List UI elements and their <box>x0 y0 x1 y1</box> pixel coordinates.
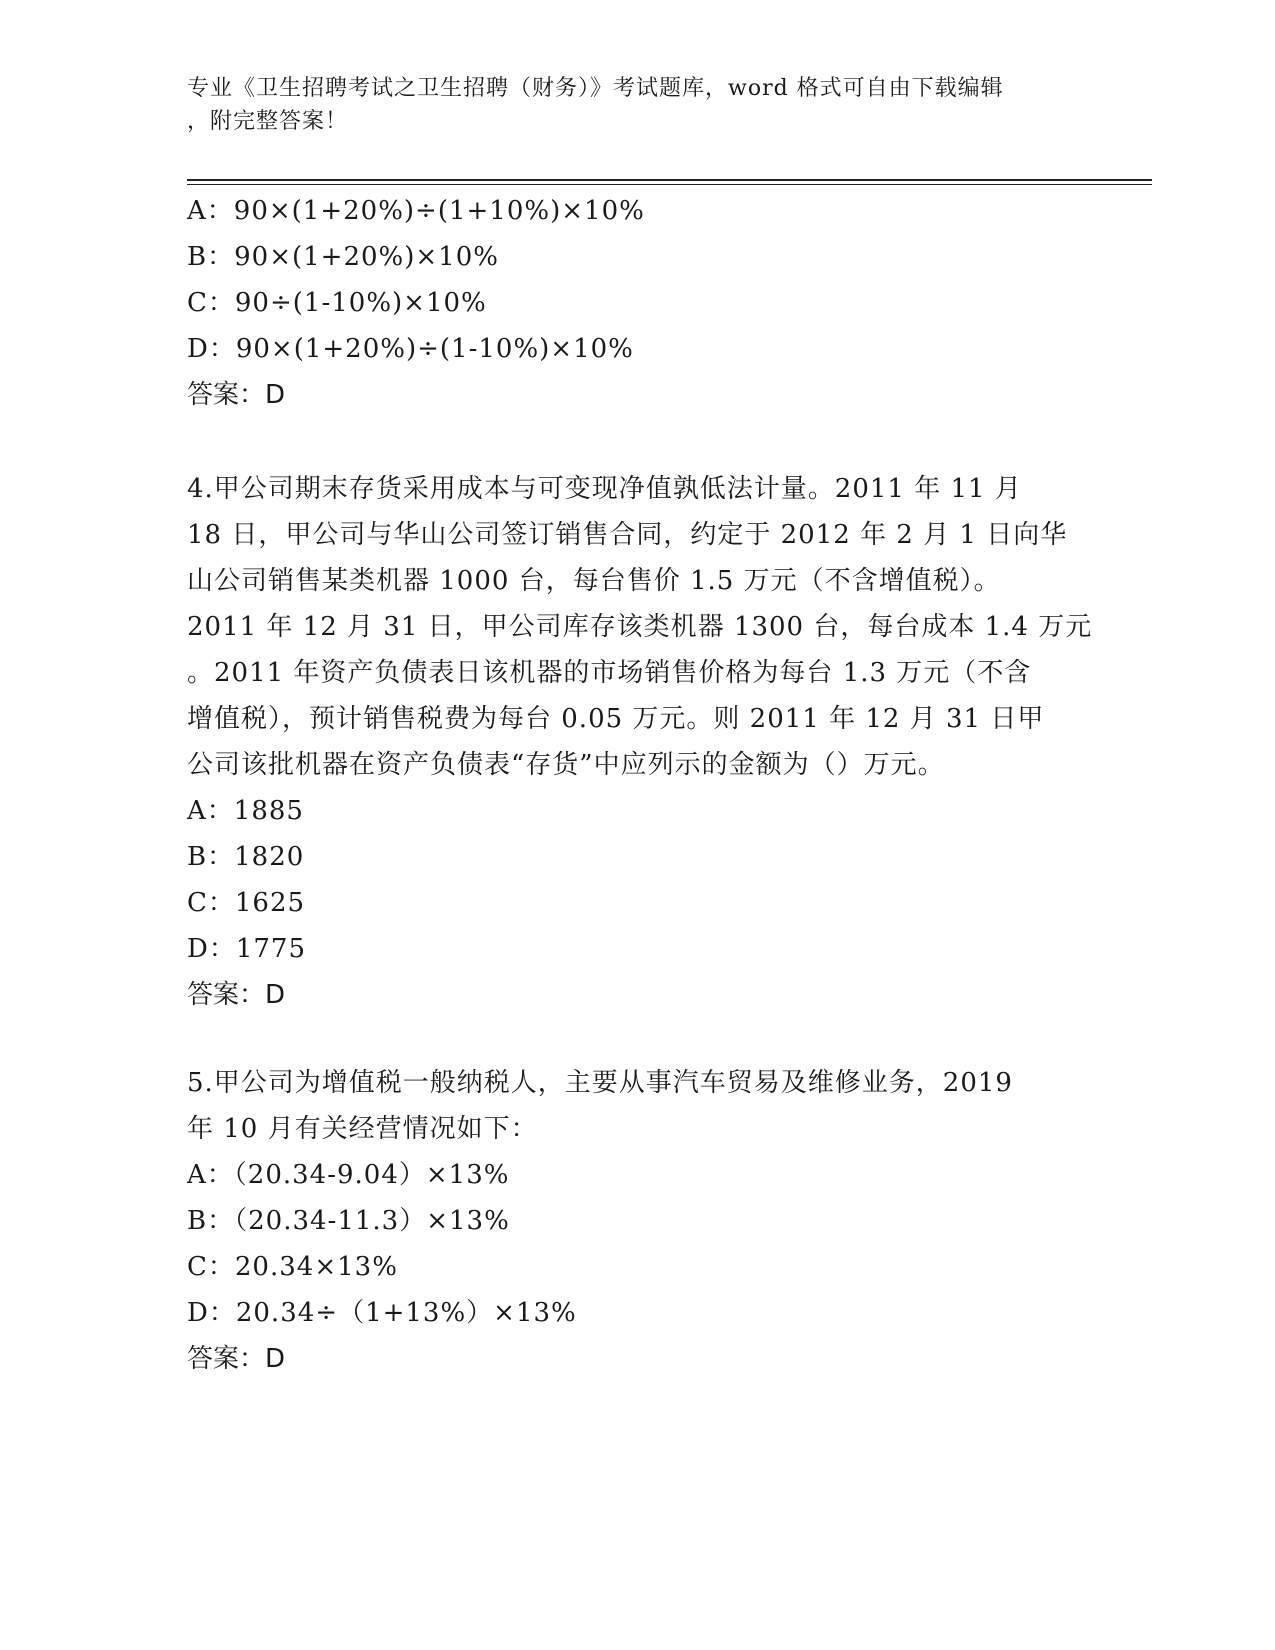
answer-label: 答案：D <box>187 980 286 1010</box>
question-text <box>187 466 1093 788</box>
document-body <box>187 188 1093 1382</box>
option-b: B：（20.34-11.3）×13% <box>187 1206 510 1236</box>
answer-label: 答案：D <box>187 380 286 410</box>
question-line: 公司该批机器在资产负债表“存货”中应列示的金额为（）万元。 <box>187 750 945 780</box>
document-header <box>187 72 1067 138</box>
header-divider-thin <box>187 184 1152 185</box>
question-line: 4.甲公司期末存货采用成本与可变现净值孰低法计量。2011 年 11 月 <box>187 474 1022 504</box>
option-d: D：20.34÷（1+13%）×13% <box>187 1298 577 1328</box>
question-line: 增值税），预计销售税费为每台 0.05 万元。则 2011 年 12 月 31 日甲 <box>187 704 1045 734</box>
option-d: D：90×(1+20%)÷(1-10%)×10% <box>187 334 634 364</box>
question-4-block <box>187 466 1093 1018</box>
option-a: A：90×(1+20%)÷(1+10%)×10% <box>187 196 645 226</box>
question-text <box>187 1060 1087 1152</box>
option-c: C：1625 <box>187 888 306 918</box>
header-line: ，附完整答案！ <box>187 109 349 134</box>
header-line: 专业《卫生招聘考试之卫生招聘（财务）》考试题库，word 格式可自由下载编辑 <box>187 76 1004 101</box>
header-divider-thick <box>187 179 1152 181</box>
option-a: A：1885 <box>187 796 304 826</box>
option-d: D：1775 <box>187 934 307 964</box>
question-line: 。2011 年资产负债表日该机器的市场销售价格为每台 1.3 万元（不含 <box>187 658 1032 688</box>
answer-label: 答案：D <box>187 1344 286 1374</box>
option-c: C：20.34×13% <box>187 1252 398 1282</box>
option-c: C：90÷(1-10%)×10% <box>187 288 487 318</box>
option-a: A：（20.34-9.04）×13% <box>187 1160 510 1190</box>
option-b: B：1820 <box>187 842 305 872</box>
question-3-block <box>187 188 1087 418</box>
question-5-block <box>187 1060 1087 1382</box>
option-b: B：90×(1+20%)×10% <box>187 242 499 272</box>
question-line: 年 10 月有关经营情况如下： <box>187 1114 538 1144</box>
question-line: 18 日，甲公司与华山公司签订销售合同，约定于 2012 年 2 月 1 日向华 <box>187 520 1068 550</box>
question-line: 山公司销售某类机器 1000 台，每台售价 1.5 万元（不含增值税）。 <box>187 566 1001 596</box>
question-line: 2011 年 12 月 31 日，甲公司库存该类机器 1300 台，每台成本 1.4 万元 <box>187 612 1093 642</box>
question-line: 5.甲公司为增值税一般纳税人，主要从事汽车贸易及维修业务，2019 <box>187 1068 1013 1098</box>
